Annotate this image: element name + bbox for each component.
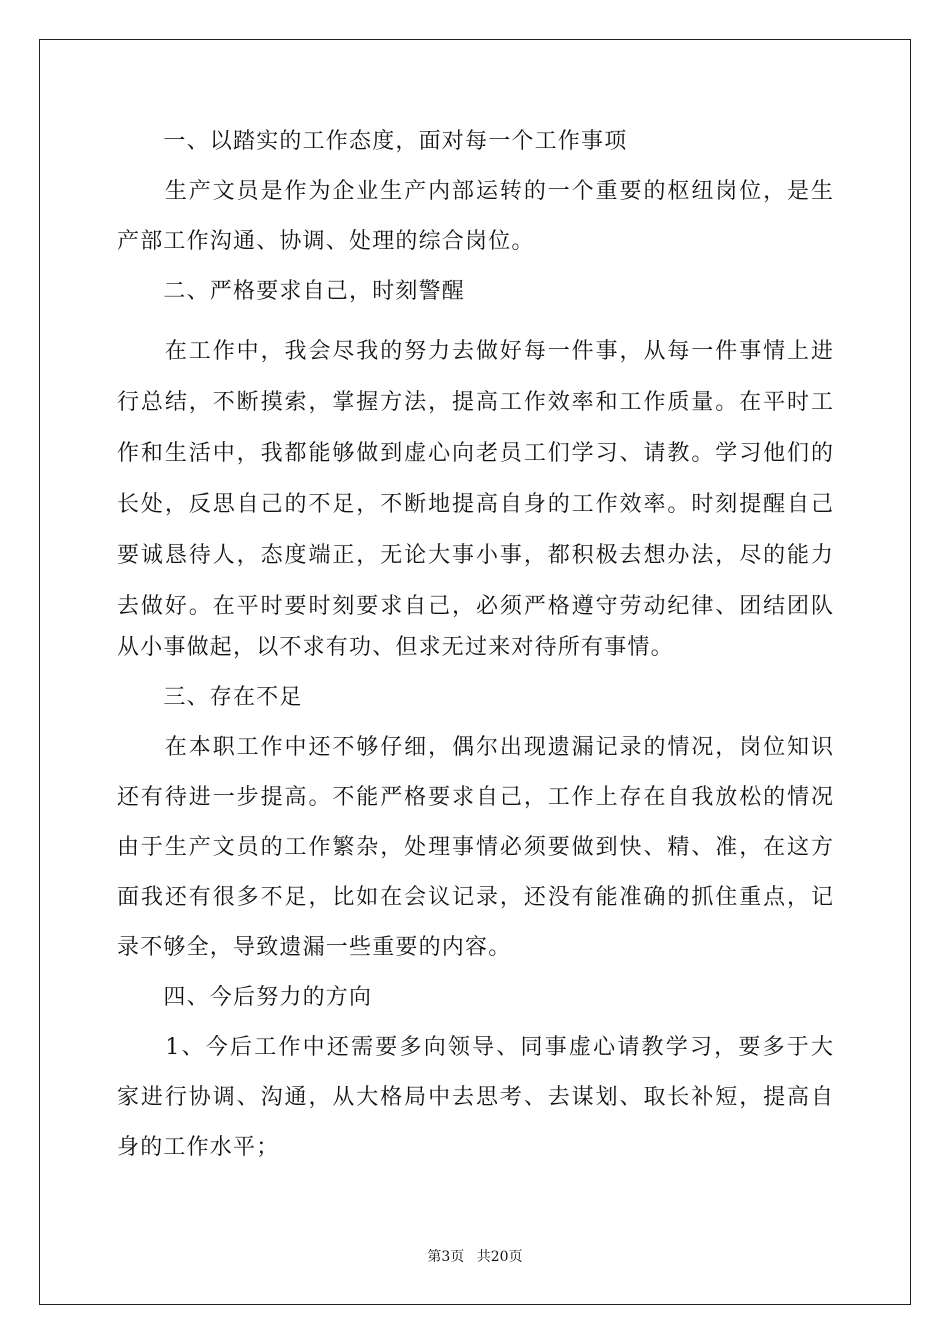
paragraph-line: 家进行协调、沟通，从大格局中去思考、去谋划、取长补短，提高自	[117, 1085, 833, 1110]
heading-2: 二、严格要求自己，时刻警醒	[117, 279, 466, 304]
page-number: 第3页	[427, 1249, 465, 1265]
paragraph-line: 从小事做起，以不求有功、但求无过来对待所有事情。	[117, 635, 674, 660]
paragraph-line: 在工作中，我会尽我的努力去做好每一件事，从每一件事情上进	[117, 339, 833, 364]
paragraph-line: 身的工作水平；	[117, 1135, 280, 1160]
paragraph-line: 要诚恳待人，态度端正，无论大事小事，都积极去想办法，尽的能力	[117, 543, 833, 568]
paragraph-line: 产部工作沟通、协调、处理的综合岗位。	[117, 229, 535, 254]
page-total: 共20页	[476, 1249, 523, 1265]
paragraph-line: 1、今后工作中还需要多向领导、同事虚心请教学习，要多于大	[117, 1035, 833, 1060]
paragraph-line: 去做好。在平时要时刻要求自己，必须严格遵守劳动纪律、团结团队	[117, 594, 833, 619]
paragraph-line: 行总结，不断摸索，掌握方法，提高工作效率和工作质量。在平时工	[117, 390, 833, 415]
heading-4: 四、今后努力的方向	[117, 985, 373, 1010]
heading-1: 一、以踏实的工作态度，面对每一个工作事项	[117, 129, 628, 154]
page-footer	[0, 1247, 950, 1267]
paragraph-line: 长处，反思自己的不足，不断地提高自身的工作效率。时刻提醒自己	[117, 492, 833, 517]
paragraph-line: 录不够全，导致遗漏一些重要的内容。	[117, 935, 512, 960]
paragraph-line: 由于生产文员的工作繁杂，处理事情必须要做到快、精、准，在这方	[117, 835, 833, 860]
paragraph-line: 面我还有很多不足，比如在会议记录，还没有能准确的抓住重点，记	[117, 885, 833, 910]
paragraph-line: 生产文员是作为企业生产内部运转的一个重要的枢纽岗位，是生	[117, 179, 833, 204]
paragraph-line: 在本职工作中还不够仔细，偶尔出现遗漏记录的情况，岗位知识	[117, 735, 833, 760]
paragraph-line: 作和生活中，我都能够做到虚心向老员工们学习、请教。学习他们的	[117, 441, 833, 466]
heading-3: 三、存在不足	[117, 685, 303, 710]
paragraph-line: 还有待进一步提高。不能严格要求自己，工作上存在自我放松的情况	[117, 785, 833, 810]
